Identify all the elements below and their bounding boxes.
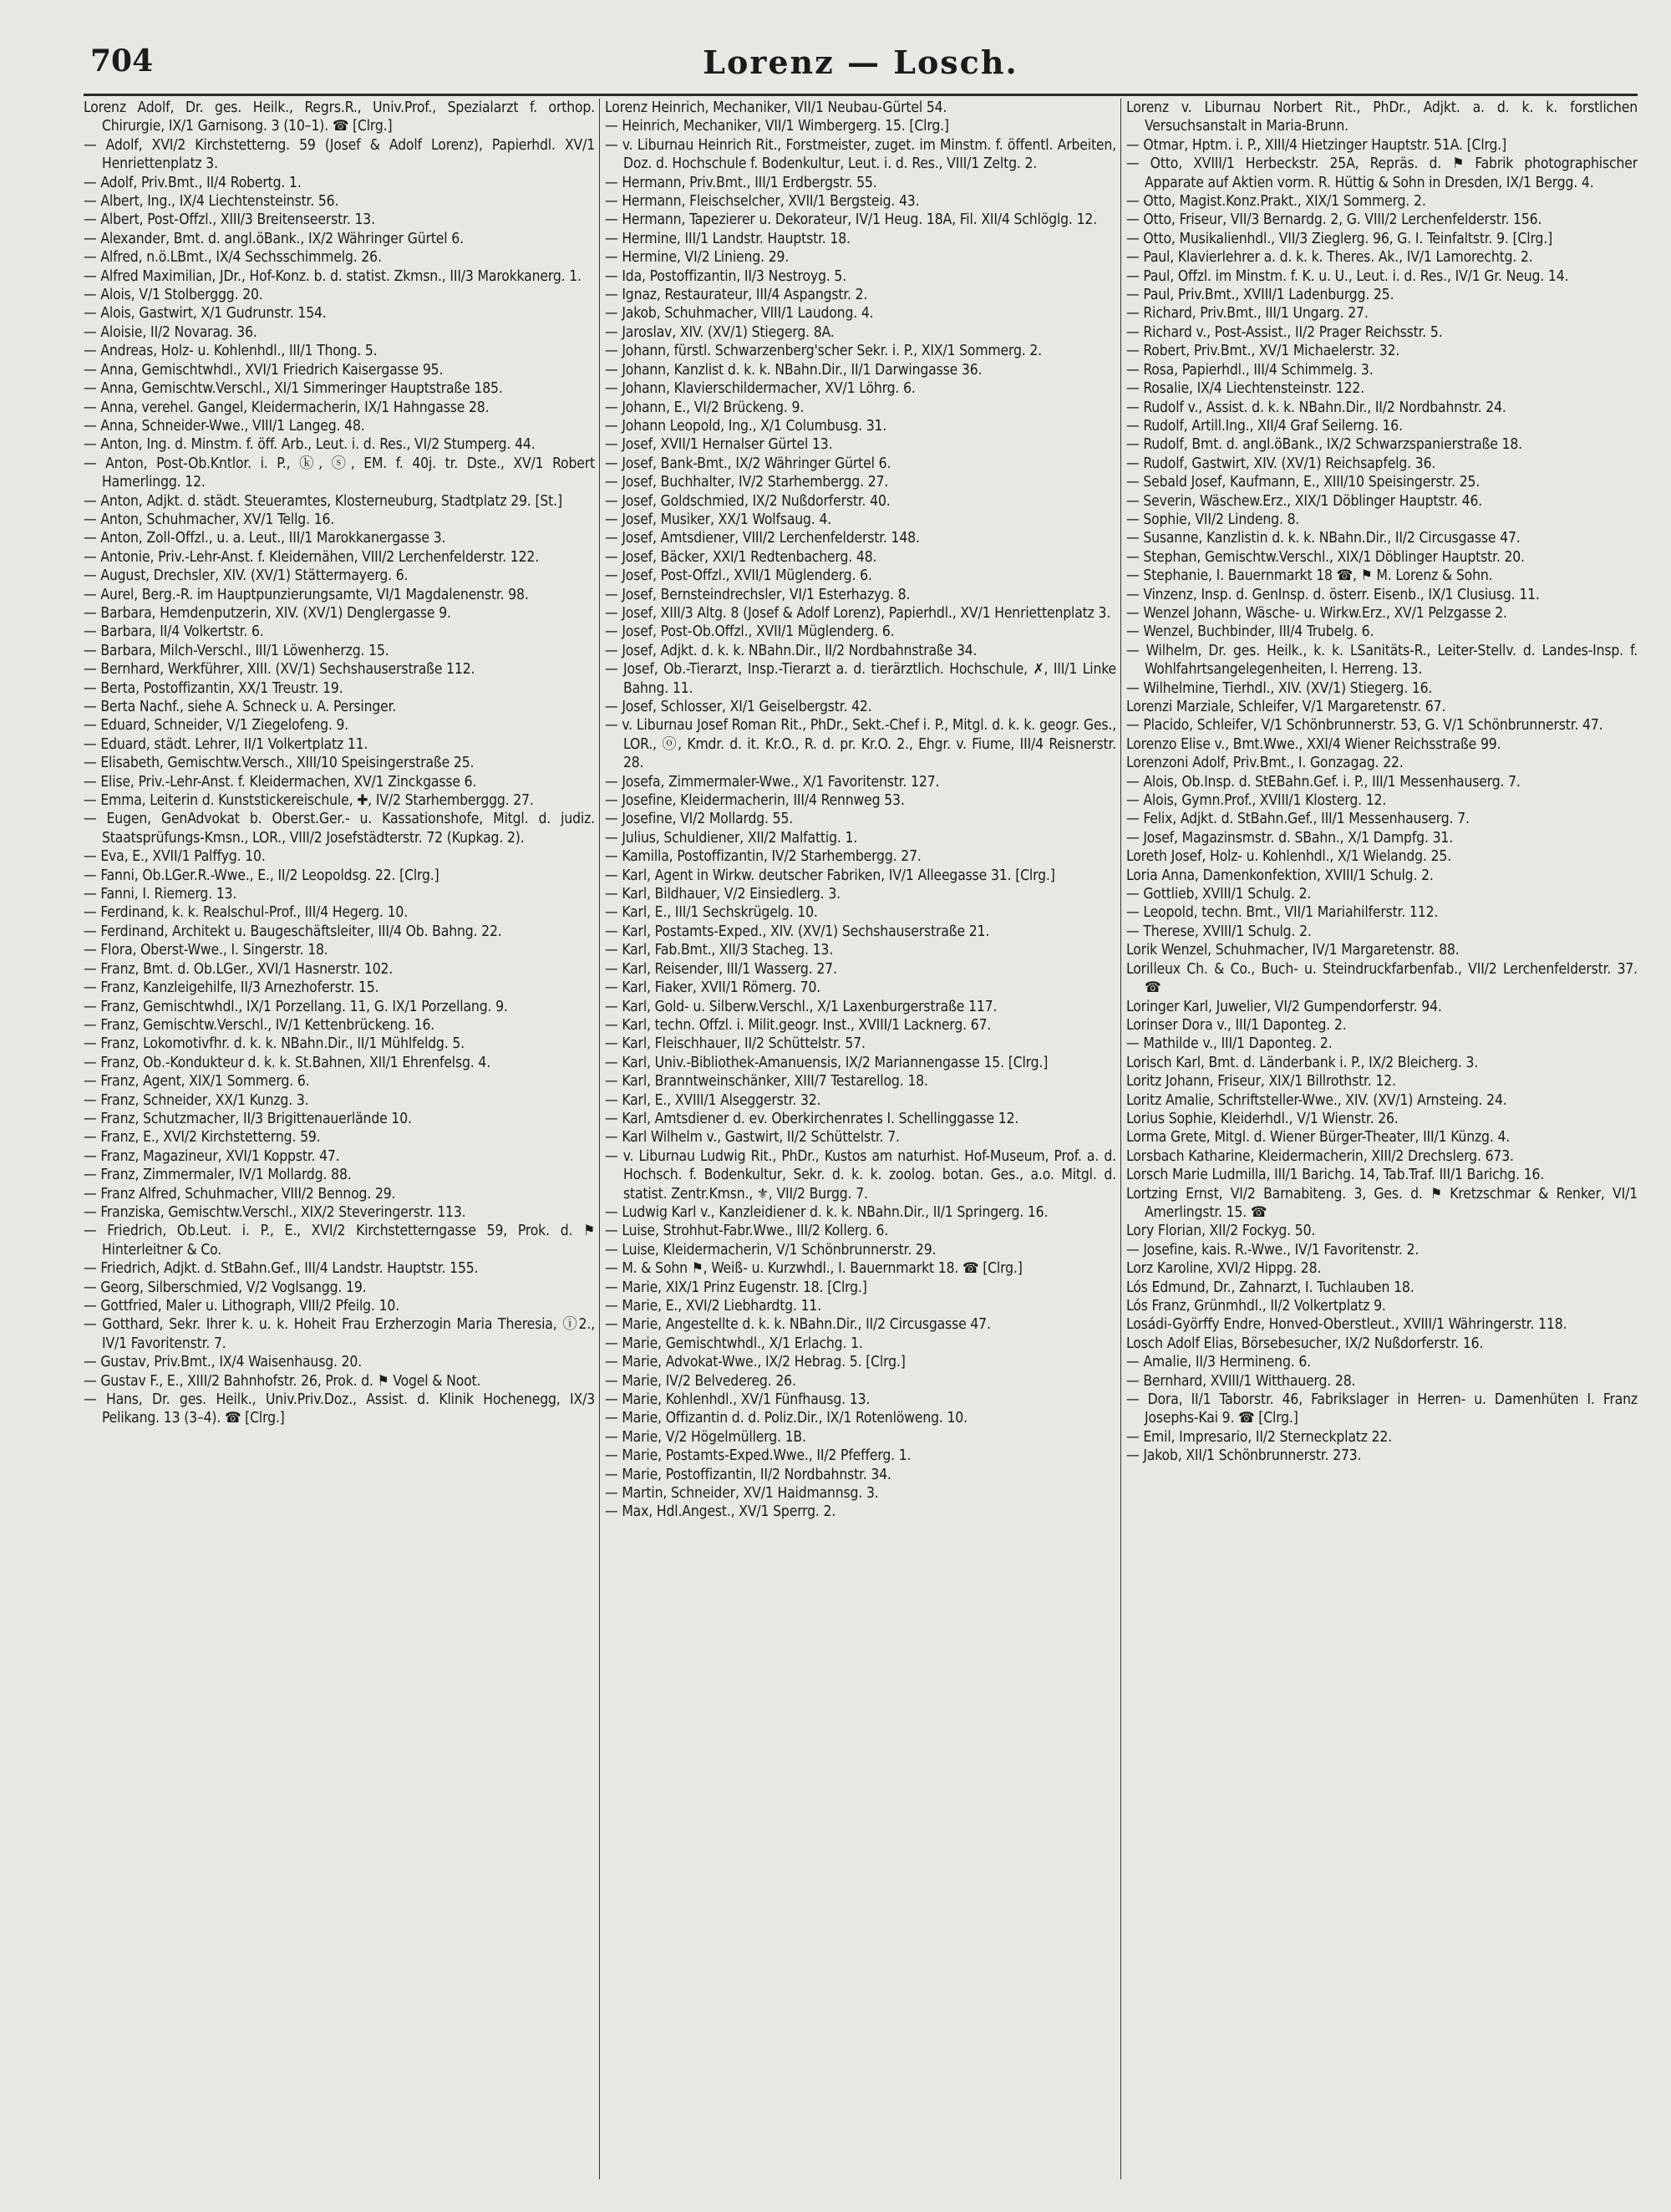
directory-entry: — Marie, Angestellte d. k. k. NBahn.Dir., II/2 Circusgasse 47. <box>605 1316 991 1334</box>
directory-entry: — Otto, XVIII/1 Herbeckstr. 25A, Repräs. d. ⚑ Fabrik photographischer Apparate auf Aktien vorm. R. Hüttig & Sohn in Dresden, IX/1 Bergg. 4. <box>1126 155 1638 191</box>
directory-entry: — Stephanie, I. Bauernmarkt 18 ☎, ⚑ M. Lorenz & Sohn. <box>1126 567 1493 585</box>
directory-entry: — Franz, Magazineur, XVI/1 Koppstr. 47. <box>84 1147 340 1165</box>
directory-entry: Lorenzoni Adolf, Priv.Bmt., I. Gonzagag. 22. <box>1126 755 1404 772</box>
directory-entry: — Johann Leopold, Ing., X/1 Columbusg. 31. <box>605 417 887 435</box>
directory-entry: — Wenzel Johann, Wäsche- u. Wirkw.Erz., XV/1 Pelzgasse 2. <box>1126 604 1507 622</box>
directory-entry: — Johann, E., VI/2 Brückeng. 9. <box>605 399 805 416</box>
directory-entry: — Friedrich, Ob.Leut. i. P., E., XVI/2 Kirchstetterngasse 59, Prok. d. ⚑ Hinterleitner & Co. <box>84 1223 595 1259</box>
directory-entry: Lorilleux Ch. & Co., Buch- u. Steindruckfarbenfab., VII/2 Lerchenfelderstr. 37. ☎ <box>1126 960 1638 997</box>
directory-entry: — Anton, Ing. d. Minstm. f. öff. Arb., Leut. i. d. Res., VI/2 Stumperg. 44. <box>84 436 536 454</box>
directory-entry: — Franz, Gemischtw.Verschl., IV/1 Kettenbrückeng. 16. <box>84 1016 435 1034</box>
running-title: Lorenz — Losch. <box>703 43 1018 81</box>
directory-entry: — Albert, Ing., IX/4 Liechtensteinstr. 56. <box>84 193 339 211</box>
directory-entry: — Placido, Schleifer, V/1 Schönbrunnerstr. 53, G. V/1 Schönbrunnerstr. 47. <box>1126 717 1603 735</box>
directory-entry: — Severin, Wäschew.Erz., XIX/1 Döblinger Hauptstr. 46. <box>1126 492 1483 510</box>
directory-entry: — Franz, Gemischtwhdl., IX/1 Porzellang. 11, G. IX/1 Porzellang. 9. <box>84 998 508 1015</box>
directory-entry: Lortzing Ernst, VI/2 Barnabiteng. 3, Ges. d. ⚑ Kretzschmar & Renker, VI/1 Amerlingstr. 15. ☎ <box>1126 1185 1638 1221</box>
directory-entry: — Richard v., Post-Assist., II/2 Prager Reichsstr. 5. <box>1126 323 1443 341</box>
directory-entry: — Luise, Strohhut-Fabr.Wwe., III/2 Kollerg. 6. <box>605 1223 889 1240</box>
directory-entry: — Barbara, Hemdenputzerin, XIV. (XV/1) Denglergasse 9. <box>84 604 451 622</box>
directory-entry: Lorsch Marie Ludmilla, III/1 Barichg. 14, Tab.Traf. III/1 Barichg. 16. <box>1126 1167 1545 1184</box>
directory-entry: — Alois, Gastwirt, X/1 Gudrunstr. 154. <box>84 305 327 323</box>
directory-entry: — Friedrich, Adjkt. d. StBahn.Gef., III/4 Landstr. Hauptstr. 155. <box>84 1260 479 1278</box>
directory-entry: — Karl, techn. Offzl. i. Milit.geogr. Inst., XVIII/1 Lacknerg. 67. <box>605 1016 992 1034</box>
directory-entry: — Susanne, Kanzlistin d. k. k. NBahn.Dir., II/2 Circusgasse 47. <box>1126 530 1521 547</box>
directory-entry: — Hermine, VI/2 Linieng. 29. <box>605 249 790 267</box>
directory-entry: — Josefine, VI/2 Mollardg. 55. <box>605 811 794 828</box>
directory-entry: — Eugen, GenAdvokat b. Oberst.Ger.- u. Kassationshofe, Mitgl. d. judiz. Staatsprüfungs-Kmsn., LOR., VIII/2 Josefstädterstr. 72 (Kupkag. 2). <box>84 811 595 847</box>
directory-entry: — Karl, Bildhauer, V/2 Einsiedlerg. 3. <box>605 886 841 903</box>
directory-entry: — Adolf, Priv.Bmt., II/4 Robertg. 1. <box>84 174 302 191</box>
directory-entry: — Franziska, Gemischtw.Verschl., XIX/2 Steveringerstr. 113. <box>84 1203 466 1221</box>
directory-entry: — Fanni, I. Riemerg. 13. <box>84 886 237 903</box>
directory-entry: — Stephan, Gemischtw.Verschl., XIX/1 Döblinger Hauptstr. 20. <box>1126 548 1525 566</box>
directory-entry: — Josefa, Zimmermaler-Wwe., X/1 Favoritenstr. 127. <box>605 773 940 791</box>
directory-entry: — Otto, Magist.Konz.Prakt., XIX/1 Sommerg. 2. <box>1126 193 1426 211</box>
directory-entry: — Marie, Gemischtwhdl., X/1 Erlachg. 1. <box>605 1335 863 1352</box>
directory-entry: — Josefine, kais. R.-Wwe., IV/1 Favoritenstr. 2. <box>1126 1241 1420 1259</box>
directory-entry: — Josef, Buchhalter, IV/2 Starhembergg. 27. <box>605 474 889 491</box>
directory-entry: — Josef, Musiker, XX/1 Wolfsaug. 4. <box>605 511 832 528</box>
directory-entry: — Anton, Adjkt. d. städt. Steueramtes, Klosterneuburg, Stadtplatz 29. [St.] <box>84 492 562 510</box>
directory-entry: — Marie, Offizantin d. d. Poliz.Dir., IX/1 Rotenlöweng. 10. <box>605 1410 968 1427</box>
directory-entry: — Jakob, Schuhmacher, VIII/1 Laudong. 4. <box>605 305 874 323</box>
directory-entry: — Ferdinand, k. k. Realschul-Prof., III/4 Hegerg. 10. <box>84 904 409 922</box>
directory-entry: — Hans, Dr. ges. Heilk., Univ.Priv.Doz., Assist. d. Klinik Hochenegg, IX/3 Pelikang. 13 (3–4). ☎ [Clrg.] <box>84 1391 595 1427</box>
directory-entry: — Johann, Klavierschildermacher, XV/1 Löhrg. 6. <box>605 380 916 398</box>
directory-entry: — Karl, Amtsdiener d. ev. Oberkirchenrates I. Schellinggasse 12. <box>605 1110 1019 1127</box>
directory-entry: — Jaroslav, XIV. (XV/1) Stiegerg. 8A. <box>605 323 835 341</box>
directory-entry: — Josef, XIII/3 Altg. 8 (Josef & Adolf Lorenz), Papierhdl., XV/1 Henriettenplatz 3. <box>605 604 1111 622</box>
directory-entry: — Karl, Reisender, III/1 Wasserg. 27. <box>605 960 837 978</box>
directory-entry: — Julius, Schuldiener, XII/2 Malfattig. 1. <box>605 829 858 847</box>
directory-entry: — Otto, Friseur, VII/3 Bernardg. 2, G. VIII/2 Lerchenfelderstr. 156. <box>1126 211 1542 229</box>
directory-entry: — Hermine, III/1 Landstr. Hauptstr. 18. <box>605 230 851 247</box>
directory-entry: — Martin, Schneider, XV/1 Haidmannsg. 3. <box>605 1485 879 1503</box>
column-2 <box>605 99 1116 2188</box>
directory-entry: — Anton, Post-Ob.Kntlor. i. P., ⓚ, ⓢ, EM. f. 40j. tr. Dste., XV/1 Robert Hamerlingg. 12. <box>84 455 595 491</box>
directory-entry: — Franz, Schneider, XX/1 Kunzg. 3. <box>84 1091 309 1109</box>
directory-entry: — Marie, Postamts-Exped.Wwe., II/2 Pfefferg. 1. <box>605 1447 912 1465</box>
directory-entry: — Berta Nachf., siehe A. Schneck u. A. Persinger. <box>84 699 397 715</box>
directory-entry: — Ferdinand, Architekt u. Baugeschäftsleiter, III/4 Ob. Bahng. 22. <box>84 923 502 940</box>
directory-entry: — v. Liburnau Ludwig Rit., PhDr., Kustos am naturhist. Hof-Museum, Prof. a. d. Hochsch. f. Bodenkultur, Sekr. d. k. k. zoolog. botan. Ges., a.o. Mitgl. d. statist. Zentr.Kmsn., ⚜, VII/2 Burgg. 7. <box>605 1147 1116 1203</box>
directory-entry: — Richard, Priv.Bmt., III/1 Ungarg. 27. <box>1126 305 1369 323</box>
columns-container <box>84 99 1638 2188</box>
directory-entry: Loreth Josef, Holz- u. Kohlenhdl., X/1 Wielandg. 25. <box>1126 848 1452 866</box>
directory-entry: — M. & Sohn ⚑, Weiß- u. Kurzwhdl., I. Bauernmarkt 18. ☎ [Clrg.] <box>605 1260 1023 1278</box>
directory-entry: — Gottfried, Maler u. Lithograph, VIII/2 Pfeilg. 10. <box>84 1298 400 1314</box>
directory-entry: — Franz, E., XVI/2 Kirchstetterng. 59. <box>84 1129 321 1147</box>
directory-entry: — Rudolf, Artill.Ing., XII/4 Graf Seilerng. 16. <box>1126 417 1403 435</box>
directory-entry: — Alfred, n.ö.LBmt., IX/4 Sechsschimmelg. 26. <box>84 249 382 267</box>
directory-entry: — Marie, IV/2 Belvedereg. 26. <box>605 1372 796 1390</box>
directory-entry: — Ignaz, Restaurateur, III/4 Aspangstr. 2. <box>605 287 868 304</box>
directory-entry: — Eva, E., XVII/1 Palffyg. 10. <box>84 848 266 866</box>
directory-entry: Lorik Wenzel, Schuhmacher, IV/1 Margaretenstr. 88. <box>1126 942 1460 959</box>
directory-entry: — Franz, Ob.-Kondukteur d. k. k. St.Bahnen, XII/1 Ehrenfelsg. 4. <box>84 1054 491 1071</box>
directory-entry: — Bernhard, Werkführer, XIII. (XV/1) Sechshauserstraße 112. <box>84 661 475 679</box>
directory-entry: — Eduard, Schneider, V/1 Ziegelofeng. 9. <box>84 717 349 735</box>
directory-entry: — Hermann, Tapezierer u. Dekorateur, IV/1 Heug. 18A, Fil. XII/4 Schlöglg. 12. <box>605 211 1097 229</box>
directory-entry: — Karl Wilhelm v., Gastwirt, II/2 Schüttelstr. 7. <box>605 1129 900 1147</box>
directory-entry: — Therese, XVIII/1 Schulg. 2. <box>1126 923 1312 940</box>
directory-entry: — Anna, verehel. Gangel, Kleidermacherin, IX/1 Hahngasse 28. <box>84 399 490 416</box>
directory-entry: Lorenzi Marziale, Schleifer, V/1 Margaretenstr. 67. <box>1126 699 1446 715</box>
directory-entry: — Wilhelmine, Tierhdl., XIV. (XV/1) Stiegerg. 16. <box>1126 679 1433 697</box>
directory-entry: Loria Anna, Damenkonfektion, XVIII/1 Schulg. 2. <box>1126 867 1434 884</box>
directory-entry: — Flora, Oberst-Wwe., I. Singerstr. 18. <box>84 942 328 959</box>
directory-entry: — Alexander, Bmt. d. angl.öBank., IX/2 Währinger Gürtel 6. <box>84 230 464 247</box>
column-3 <box>1126 99 1638 2188</box>
directory-entry: — Hermann, Fleischselcher, XVII/1 Bergsteig. 43. <box>605 193 920 211</box>
column-1 <box>84 99 595 2188</box>
directory-entry: — Karl, Postamts-Exped., XIV. (XV/1) Sechshauserstraße 21. <box>605 923 990 940</box>
directory-entry: — Alois, V/1 Stolberggg. 20. <box>84 287 263 304</box>
directory-entry: — Albert, Post-Offzl., XIII/3 Breitenseerstr. 13. <box>84 211 375 229</box>
directory-entry: — Barbara, Milch-Verschl., III/1 Löwenherzg. 15. <box>84 642 389 659</box>
directory-entry: — Franz, Agent, XIX/1 Sommerg. 6. <box>84 1073 310 1091</box>
directory-entry: — Josef, Ob.-Tierarzt, Insp.-Tierarzt a. d. tierärztlich. Hochschule, ✗, III/1 Linke Bahng. 11. <box>605 661 1116 697</box>
directory-entry: — Felix, Adjkt. d. StBahn.Gef., III/1 Messenhauserg. 7. <box>1126 811 1470 828</box>
directory-entry: — Karl, E., III/1 Sechskrügelg. 10. <box>605 904 818 922</box>
directory-entry: — Marie, V/2 Högelmüllerg. 1B. <box>605 1428 806 1446</box>
directory-entry: — Franz, Bmt. d. Ob.LGer., XVI/1 Hasnerstr. 102. <box>84 960 394 978</box>
directory-entry: — Karl, Branntweinschänker, XIII/7 Testarellog. 18. <box>605 1073 928 1091</box>
column-divider <box>1120 99 1121 2179</box>
directory-entry: — Adolf, XVI/2 Kirchstetterng. 59 (Josef & Adolf Lorenz), Papierhdl. XV/1 Henriettenplatz 3. <box>84 136 595 173</box>
directory-entry: — Elisabeth, Gemischtw.Versch., XIII/10 Speisingerstraße 25. <box>84 755 475 772</box>
header-rule <box>84 94 1638 96</box>
directory-entry: — Marie, E., XVI/2 Liebhardtg. 11. <box>605 1298 822 1314</box>
directory-entry: Lorsbach Katharine, Kleidermacherin, XIII/2 Drechslerg. 673. <box>1126 1147 1514 1165</box>
directory-entry: — Josef, Post-Offzl., XVII/1 Müglenderg. 6. <box>605 567 872 585</box>
directory-entry: — Paul, Klavierlehrer a. d. k. k. Theres. Ak., IV/1 Lamorechtg. 2. <box>1126 249 1533 267</box>
directory-entry: — Anna, Schneider-Wwe., VIII/1 Langeg. 48. <box>84 417 365 435</box>
directory-entry: — Gottlieb, XVIII/1 Schulg. 2. <box>1126 886 1312 903</box>
directory-entry: Loringer Karl, Juwelier, VI/2 Gumpendorferstr. 94. <box>1126 998 1442 1015</box>
directory-entry: Lós Edmund, Dr., Zahnarzt, I. Tuchlauben 18. <box>1126 1279 1415 1296</box>
directory-entry: Losch Adolf Elias, Börsebesucher, IX/2 Nußdorferstr. 16. <box>1126 1335 1484 1352</box>
directory-entry: — Josef, Post-Ob.Offzl., XVII/1 Müglenderg. 6. <box>605 623 895 641</box>
directory-entry: — Gotthard, Sekr. Ihrer k. u. k. Hoheit Frau Erzherzogin Maria Theresia, ⓘ2., IV/1 Favoritenstr. 7. <box>84 1316 595 1352</box>
directory-entry: — Rosa, Papierhdl., III/4 Schimmelg. 3. <box>1126 361 1374 379</box>
page-header <box>84 43 1638 94</box>
directory-entry: — Josef, Bäcker, XXI/1 Redtenbacherg. 48. <box>605 548 877 566</box>
directory-entry: — Josef, Bank-Bmt., IX/2 Währinger Gürtel 6. <box>605 455 891 472</box>
directory-entry: — Franz, Schutzmacher, II/3 Brigittenauerlände 10. <box>84 1110 412 1127</box>
directory-entry: — Karl, Agent in Wirkw. deutscher Fabriken, IV/1 Alleegasse 31. [Clrg.] <box>605 867 1055 884</box>
directory-entry: — Karl, Fleischhauer, II/2 Schüttelstr. 57. <box>605 1035 866 1053</box>
directory-entry: — Karl, Gold- u. Silberw.Verschl., X/1 Laxenburgerstraße 117. <box>605 998 998 1015</box>
directory-entry: — Josef, Bernsteindrechsler, VI/1 Esterhazyg. 8. <box>605 586 911 603</box>
directory-entry: — Marie, XIX/1 Prinz Eugenstr. 18. [Clrg.] <box>605 1279 867 1296</box>
directory-entry: — Wilhelm, Dr. ges. Heilk., k. k. LSanitäts-R., Leiter-Stellv. d. Landes-Insp. f. Wohlfahrtsangelegenheiten, I. Herreng. 13. <box>1126 642 1638 679</box>
directory-entry: — Barbara, II/4 Volkertstr. 6. <box>84 623 264 641</box>
directory-entry: — Josef, XVII/1 Hernalser Gürtel 13. <box>605 436 833 454</box>
directory-entry: — Franz, Zimmermaler, IV/1 Mollardg. 88. <box>84 1167 352 1184</box>
directory-entry: — Franz Alfred, Schuhmacher, VIII/2 Bennog. 29. <box>84 1185 396 1203</box>
directory-entry: — Eduard, städt. Lehrer, II/1 Volkertplatz 11. <box>84 735 368 753</box>
directory-entry: — Sophie, VII/2 Lindeng. 8. <box>1126 511 1300 528</box>
directory-entry: — Josef, Schlosser, XI/1 Geiselbergstr. 42. <box>605 699 872 715</box>
directory-entry: — Luise, Kleidermacherin, V/1 Schönbrunnerstr. 29. <box>605 1241 937 1259</box>
directory-entry: — Alois, Ob.Insp. d. StEBahn.Gef. i. P., III/1 Messenhauserg. 7. <box>1126 773 1521 791</box>
directory-entry: — Karl, Univ.-Bibliothek-Amanuensis, IX/2 Mariannengasse 15. [Clrg.] <box>605 1054 1049 1071</box>
page-number: 704 <box>90 43 154 79</box>
directory-entry: — Rudolf v., Assist. d. k. k. NBahn.Dir., II/2 Nordbahnstr. 24. <box>1126 399 1506 416</box>
directory-entry: — Gustav, Priv.Bmt., IX/4 Waisenhausg. 20. <box>84 1354 363 1371</box>
directory-entry: — Alois, Gymn.Prof., XVIII/1 Klosterg. 12. <box>1126 792 1387 810</box>
directory-entry: Lorius Sophie, Kleiderhdl., V/1 Wienstr. 26. <box>1126 1110 1399 1127</box>
directory-entry: Loritz Johann, Friseur, XIX/1 Billrothstr. 12. <box>1126 1073 1396 1091</box>
directory-entry: — Anton, Zoll-Offzl., u. a. Leut., III/1 Marokkanergasse 3. <box>84 530 446 547</box>
directory-entry: — Sebald Josef, Kaufmann, E., XIII/10 Speisingerstr. 25. <box>1126 474 1481 491</box>
directory-entry: Lorisch Karl, Bmt. d. Länderbank i. P., IX/2 Bleicherg. 3. <box>1126 1054 1479 1071</box>
directory-entry: — Anna, Gemischtw.Verschl., XI/1 Simmeringer Hauptstraße 185. <box>84 380 503 398</box>
directory-entry: — Gustav F., E., XIII/2 Bahnhofstr. 26, Prok. d. ⚑ Vogel & Noot. <box>84 1372 481 1390</box>
directory-entry: — Marie, Postoffizantin, II/2 Nordbahnstr. 34. <box>605 1466 891 1483</box>
directory-entry: — Bernhard, XVIII/1 Witthauerg. 28. <box>1126 1372 1356 1390</box>
directory-entry: — Rudolf, Gastwirt, XIV. (XV/1) Reichsapfelg. 36. <box>1126 455 1436 472</box>
directory-entry: — Paul, Offzl. im Minstm. f. K. u. U., Leut. i. d. Res., IV/1 Gr. Neug. 14. <box>1126 267 1569 285</box>
directory-entry: — Wenzel, Buchbinder, III/4 Trubelg. 6. <box>1126 623 1374 641</box>
directory-entry: — Vinzenz, Insp. d. GenInsp. d. österr. Eisenb., IX/1 Clusiusg. 11. <box>1126 586 1540 603</box>
directory-entry: — Robert, Priv.Bmt., XV/1 Michaelerstr. 32. <box>1126 343 1400 360</box>
directory-entry: — Otmar, Hptm. i. P., XIII/4 Hietzinger Hauptstr. 51A. [Clrg.] <box>1126 136 1507 154</box>
directory-entry: Lorenz Adolf, Dr. ges. Heilk., Regrs.R., Univ.Prof., Spezialarzt f. orthop. Chirurgie, IX/1 Garnisong. 3 (10–1). ☎ [Clrg.] <box>84 99 595 135</box>
directory-entry: — Emma, Leiterin d. Kunststickereischule, ✚, IV/2 Starhemberggg. 27. <box>84 792 534 810</box>
directory-entry: Lorenzo Elise v., Bmt.Wwe., XXI/4 Wiener Reichsstraße 99. <box>1126 735 1501 753</box>
directory-entry: — Marie, Kohlenhdl., XV/1 Fünfhausg. 13. <box>605 1391 871 1409</box>
directory-entry: — Josef, Amtsdiener, VIII/2 Lerchenfelderstr. 148. <box>605 530 920 547</box>
directory-entry: — Marie, Advokat-Wwe., IX/2 Hebrag. 5. [Clrg.] <box>605 1354 906 1371</box>
directory-entry: — Franz, Kanzleigehilfe, II/3 Arnezhoferstr. 15. <box>84 979 379 997</box>
directory-entry: — v. Liburnau Josef Roman Rit., PhDr., Sekt.-Chef i. P., Mitgl. d. k. k. geogr. Ges., LOR., ⓞ, Kmdr. d. it. Kr.O., R. d. pr. Kr.O. 2., Ehgr. v. Fiume, III/4 Reisnerstr. 28. <box>605 717 1116 772</box>
directory-entry: — Max, Hdl.Angest., XV/1 Sperrg. 2. <box>605 1503 836 1521</box>
directory-entry: — Karl, Fiaker, XVII/1 Römerg. 70. <box>605 979 821 997</box>
directory-entry: — Aloisie, II/2 Novarag. 36. <box>84 323 257 341</box>
directory-entry: — Hermann, Priv.Bmt., III/1 Erdbergstr. 55. <box>605 174 877 191</box>
directory-entry: — Johann, Kanzlist d. k. k. NBahn.Dir., II/1 Darwingasse 36. <box>605 361 983 379</box>
directory-entry: — Josef, Adjkt. d. k. k. NBahn.Dir., II/2 Nordbahnstraße 34. <box>605 642 978 659</box>
directory-entry: — Rudolf, Bmt. d. angl.öBank., IX/2 Schwarzspanierstraße 18. <box>1126 436 1522 454</box>
directory-entry: — Johann, fürstl. Schwarzenberg'scher Sekr. i. P., XIX/1 Sommerg. 2. <box>605 343 1042 360</box>
directory-entry: — Jakob, XII/1 Schönbrunnerstr. 273. <box>1126 1447 1362 1465</box>
directory-entry: — Amalie, II/3 Hermineng. 6. <box>1126 1354 1311 1371</box>
directory-entry: Lorenz Heinrich, Mechaniker, VII/1 Neubau-Gürtel 54. <box>605 99 947 116</box>
directory-entry: — Karl, E., XVIII/1 Alseggerstr. 32. <box>605 1091 821 1109</box>
directory-entry: — Kamilla, Postoffizantin, IV/2 Starhembergg. 27. <box>605 848 922 866</box>
directory-entry: — Ida, Postoffizantin, II/3 Nestroyg. 5. <box>605 267 847 285</box>
directory-entry: — Franz, Lokomotivfhr. d. k. k. NBahn.Dir., II/1 Mühlfeldg. 5. <box>84 1035 465 1053</box>
directory-entry: Loritz Amalie, Schriftsteller-Wwe., XIV. (XV/1) Arnsteing. 24. <box>1126 1091 1507 1109</box>
directory-entry: Lorenz v. Liburnau Norbert Rit., PhDr., Adjkt. a. d. k. k. forstlichen Versuchsanstalt in Maria-Brunn. <box>1126 99 1638 135</box>
directory-entry: — Antonie, Priv.-Lehr-Anst. f. Kleidernähen, VIII/2 Lerchenfelderstr. 122. <box>84 548 540 566</box>
directory-entry: — Heinrich, Mechaniker, VII/1 Wimbergerg. 15. [Clrg.] <box>605 118 949 135</box>
directory-entry: — Rosalie, IX/4 Liechtensteinstr. 122. <box>1126 380 1365 398</box>
directory-entry: — Aurel, Berg.-R. im Hauptpunzierungsamte, VI/1 Magdalenenstr. 98. <box>84 586 529 603</box>
directory-entry: Lorma Grete, Mitgl. d. Wiener Bürger-Theater, III/1 Künzg. 4. <box>1126 1129 1511 1147</box>
directory-entry: — v. Liburnau Heinrich Rit., Forstmeister, zuget. im Minstm. f. öffentl. Arbeiten, Doz. d. Hochschule f. Bodenkultur, Leut. i. d. Res., VIII/1 Zeltg. 2. <box>605 136 1116 173</box>
directory-entry: — August, Drechsler, XIV. (XV/1) Stättermayerg. 6. <box>84 567 409 585</box>
directory-entry: — Mathilde v., III/1 Daponteg. 2. <box>1126 1035 1333 1053</box>
directory-entry: — Elise, Priv.-Lehr-Anst. f. Kleidermachen, XV/1 Zinckgasse 6. <box>84 773 477 791</box>
directory-entry: — Georg, Silberschmied, V/2 Voglsangg. 19. <box>84 1279 367 1296</box>
directory-entry: — Josefine, Kleidermacherin, III/4 Rennweg 53. <box>605 792 905 810</box>
directory-entry: Losádi-Györffy Endre, Honved-Oberstleut., XVIII/1 Währingerstr. 118. <box>1126 1316 1567 1334</box>
directory-entry: — Paul, Priv.Bmt., XVIII/1 Ladenburgg. 25. <box>1126 287 1394 304</box>
directory-entry: — Alfred Maximilian, JDr., Hof-Konz. b. d. statist. Zkmsn., III/3 Marokkanerg. 1. <box>84 267 582 285</box>
directory-entry: — Karl, Fab.Bmt., XII/3 Stacheg. 13. <box>605 942 834 959</box>
directory-entry: — Dora, II/1 Taborstr. 46, Fabrikslager in Herren- u. Damenhüten I. Franz Josephs-Kai 9. ☎ [Clrg.] <box>1126 1391 1638 1427</box>
directory-entry: — Fanni, Ob.LGer.R.-Wwe., E., II/2 Leopoldsg. 22. [Clrg.] <box>84 867 439 884</box>
directory-entry: — Berta, Postoffizantin, XX/1 Treustr. 19. <box>84 679 343 697</box>
directory-entry: — Emil, Impresario, II/2 Sterneckplatz 22. <box>1126 1428 1393 1446</box>
directory-entry: Lory Florian, XII/2 Fockyg. 50. <box>1126 1223 1316 1240</box>
directory-entry: — Josef, Goldschmied, IX/2 Nußdorferstr. 40. <box>605 492 891 510</box>
directory-entry: Lorinser Dora v., III/1 Daponteg. 2. <box>1126 1016 1347 1034</box>
directory-entry: — Leopold, techn. Bmt., VII/1 Mariahilferstr. 112. <box>1126 904 1439 922</box>
directory-entry: — Andreas, Holz- u. Kohlenhdl., III/1 Thong. 5. <box>84 343 378 360</box>
directory-entry: — Anton, Schuhmacher, XV/1 Tellg. 16. <box>84 511 335 528</box>
directory-entry: — Josef, Magazinsmstr. d. SBahn., X/1 Dampfg. 31. <box>1126 829 1454 847</box>
directory-entry: Lorz Karoline, XVI/2 Hippg. 28. <box>1126 1260 1322 1278</box>
column-divider <box>599 99 600 2179</box>
directory-entry: — Anna, Gemischtwhdl., XVI/1 Friedrich Kaisergasse 95. <box>84 361 444 379</box>
directory-entry: — Otto, Musikalienhdl., VII/3 Zieglerg. 96, G. I. Teinfaltstr. 9. [Clrg.] <box>1126 230 1553 247</box>
directory-entry: Lós Franz, Grünmhdl., II/2 Volkertplatz 9. <box>1126 1298 1386 1314</box>
directory-entry: — Ludwig Karl v., Kanzleidiener d. k. k. NBahn.Dir., II/1 Springerg. 16. <box>605 1203 1049 1221</box>
